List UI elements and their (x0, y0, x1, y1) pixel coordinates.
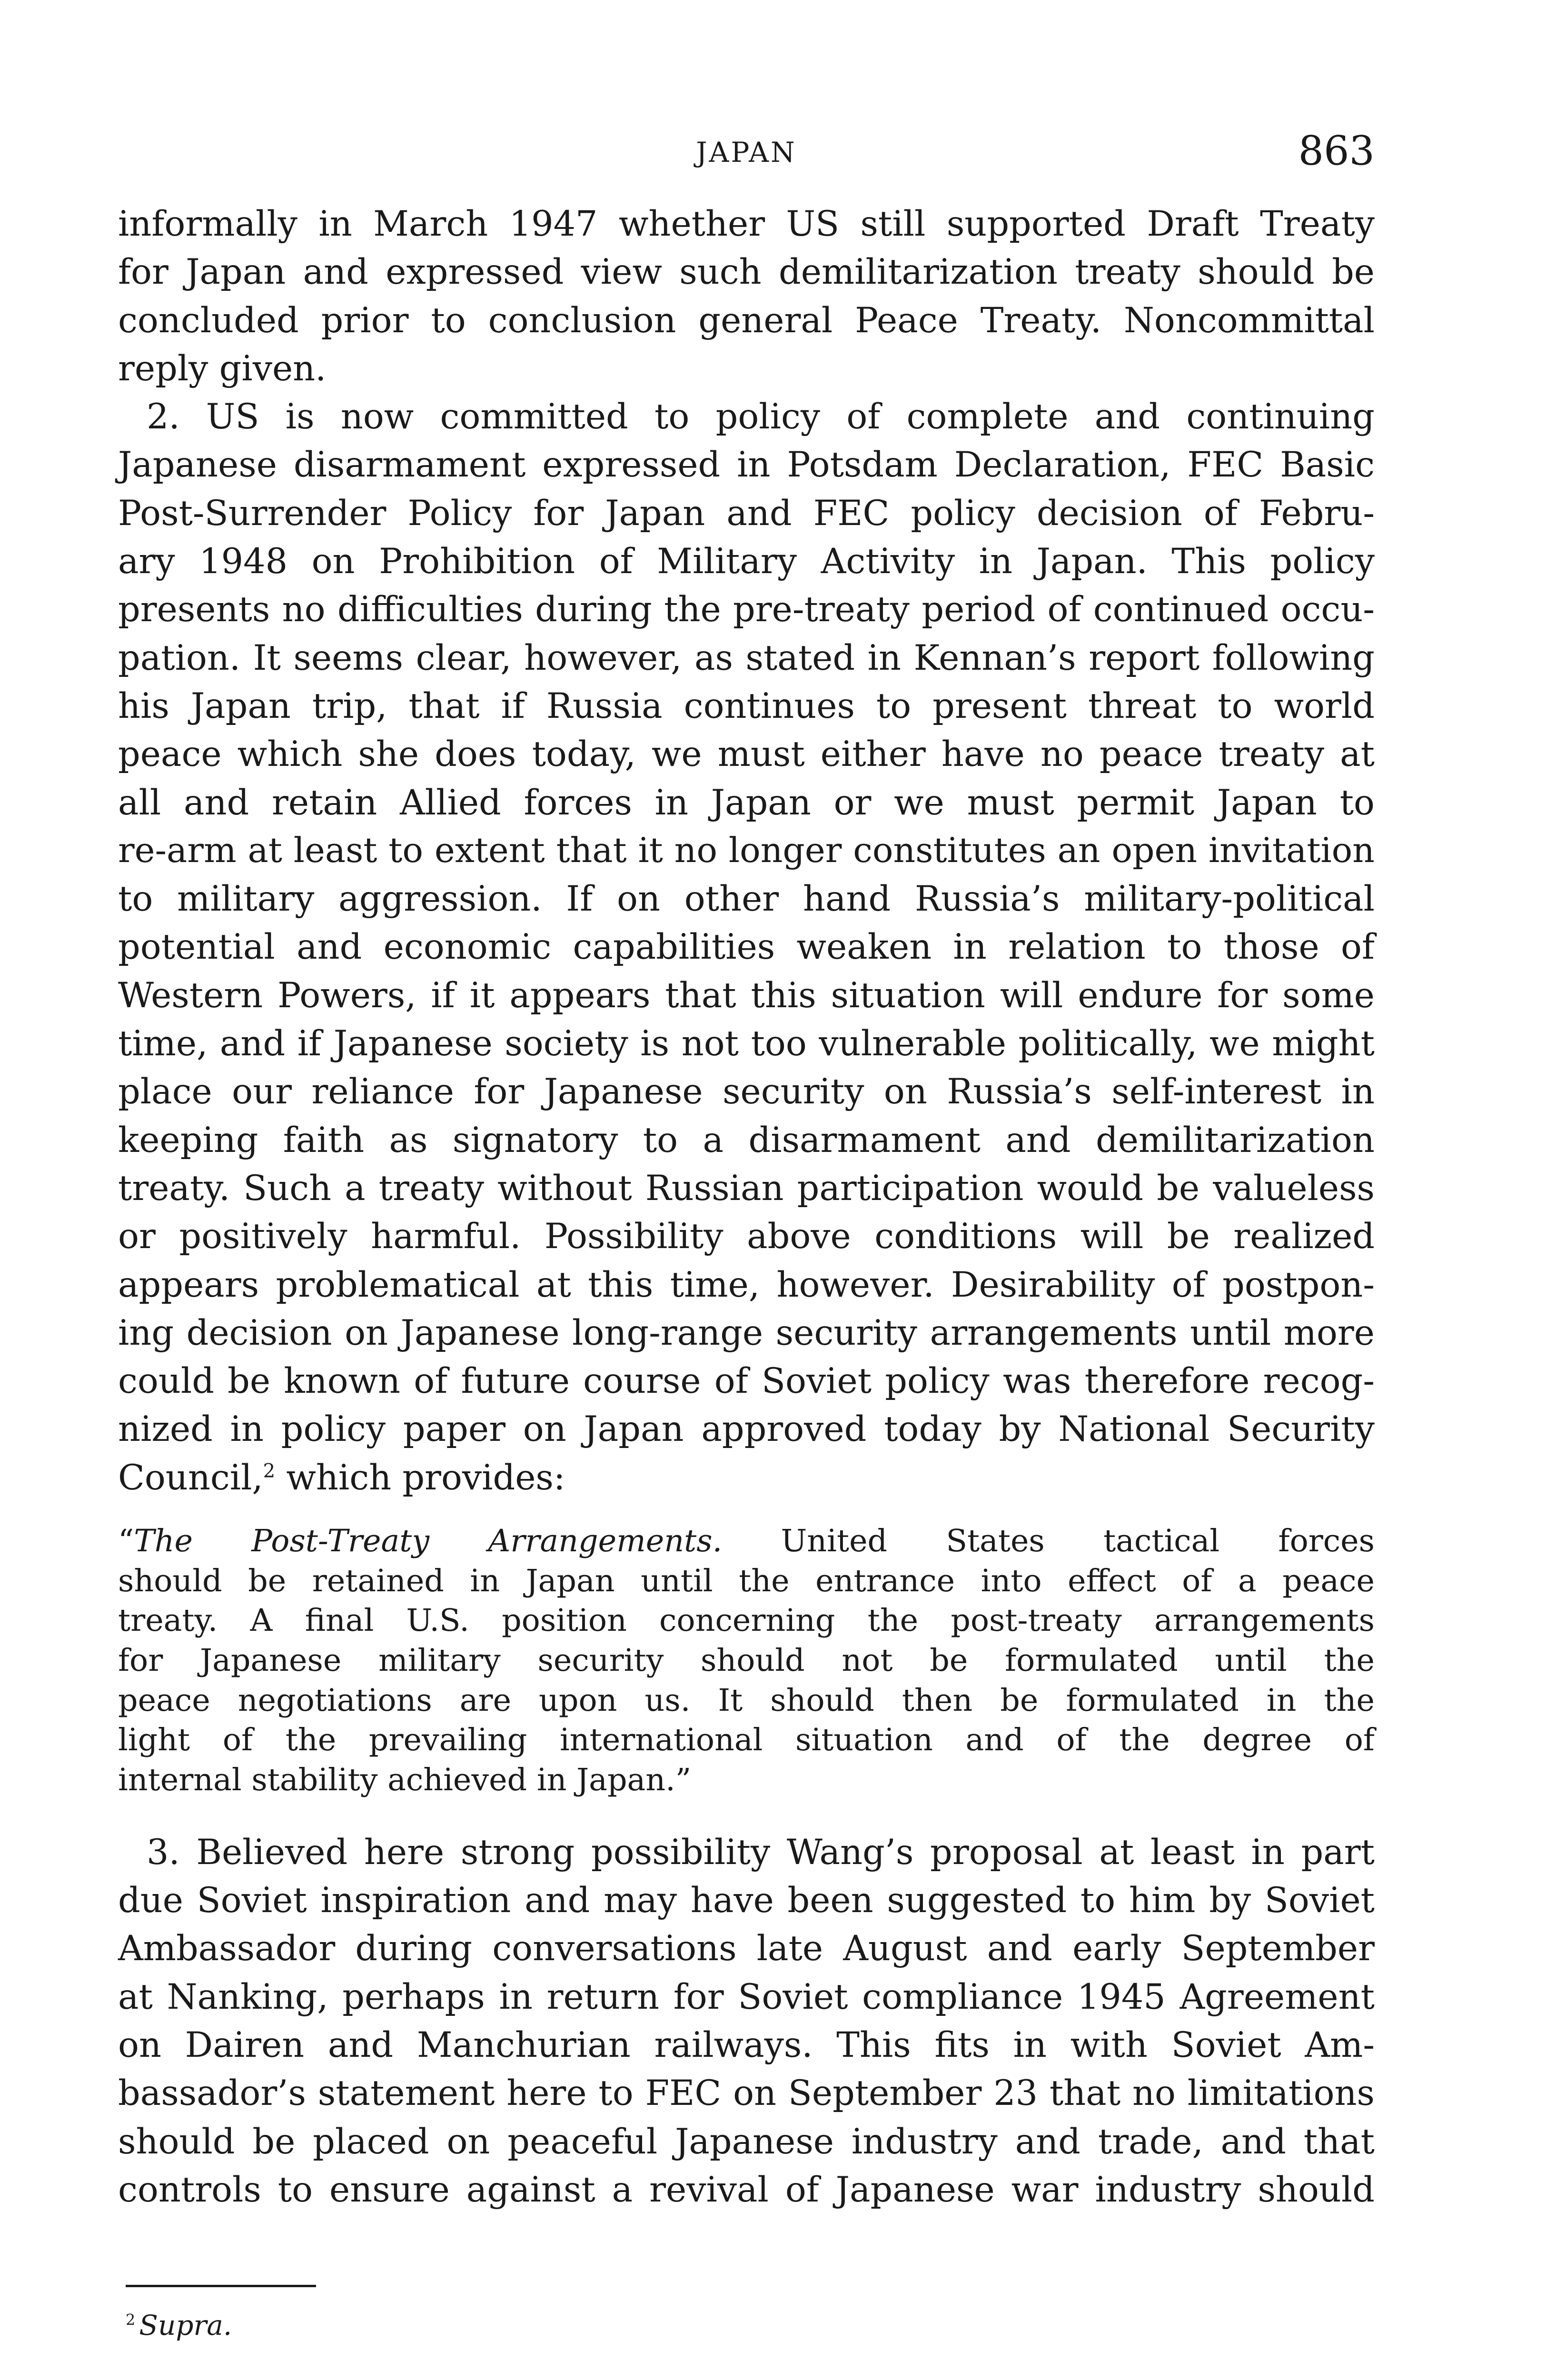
text-line: potential and economic capabilities weaken in relation to those of (118, 927, 1375, 968)
quote-line: should be retained in Japan until the entrance into effect of a peace (118, 1563, 1375, 1599)
footnote-divider (126, 2285, 316, 2287)
quote-line (118, 1521, 1375, 1561)
text-line: on Dairen and Manchurian railways. This fits in with Soviet Am- (118, 2025, 1375, 2066)
council-text: Council, (118, 1457, 263, 1498)
text-line: should be placed on peaceful Japanese industry and trade, and that (118, 2121, 1375, 2162)
text-line: appears problematical at this time, however. Desirability of postpon- (118, 1264, 1375, 1305)
quote-line: light of the prevailing international situation and of the degree of (118, 1722, 1375, 1758)
text-line: could be known of future course of Soviet policy was therefore recog- (118, 1361, 1375, 1402)
text-line: re-arm at least to extent that it no longer constitutes an open invitation (118, 830, 1375, 871)
block-quote (118, 1521, 1375, 1800)
text-line (118, 1454, 1375, 1502)
page-number: 863 (1298, 128, 1375, 174)
text-line: time, and if Japanese society is not too vulnerable politically, we might (118, 1023, 1375, 1064)
text-line: presents no difficulties during the pre-treaty period of continued occu- (118, 589, 1375, 630)
quote-first-line-rest: United States tactical forces (722, 1523, 1375, 1559)
text-line: keeping faith as signatory to a disarmament and demilitarization (118, 1120, 1375, 1160)
text-line: informally in March 1947 whether US still supported Draft Treaty (118, 204, 1375, 244)
running-head-title: JAPAN (696, 136, 797, 169)
text-line: bassador’s statement here to FEC on September 23 that no limitations (118, 2073, 1375, 2114)
footnote-text: Supra. (139, 2309, 232, 2341)
text-line: peace which she does today, we must either have no peace treaty at (118, 734, 1375, 775)
text-line: Japanese disarmament expressed in Potsdam Declaration, FEC Basic (118, 445, 1375, 486)
provides-text: which provides: (275, 1457, 565, 1498)
quote-line: for Japanese military security should not be formulated until the (118, 1643, 1375, 1679)
footnote-marker: 2 (126, 2311, 136, 2329)
text-line: all and retain Allied forces in Japan or we must permit Japan to (118, 782, 1375, 823)
running-header (118, 128, 1375, 180)
text-line: concluded prior to conclusion general Peace Treaty. Noncommittal (118, 300, 1375, 341)
text-line: place our reliance for Japanese security on Russia’s self-interest in (118, 1071, 1375, 1112)
text-line: Post-Surrender Policy for Japan and FEC policy decision of Febru- (118, 493, 1375, 534)
text-line: 2. US is now committed to policy of complete and continuing (147, 397, 1375, 437)
quote-line: treaty. A final U.S. position concerning the post-treaty arrangements (118, 1603, 1375, 1639)
text-line: Western Powers, if it appears that this situation will endure for some (118, 975, 1375, 1016)
text-line: controls to ensure against a revival of Japanese war industry should (118, 2169, 1375, 2210)
text-line: or positively harmful. Possibility above conditions will be realized (118, 1216, 1375, 1257)
footnote-reference: 2 (263, 1460, 276, 1482)
text-line: to military aggression. If on other hand Russia’s military-political (118, 879, 1375, 920)
text-line: nized in policy paper on Japan approved today by National Security (118, 1409, 1375, 1450)
text-line: Ambassador during conversations late August and early September (118, 1928, 1375, 1969)
quote-title: The Post-Treaty Arrangements. (134, 1523, 723, 1559)
text-line: ing decision on Japanese long-range security arrangements until more (118, 1312, 1375, 1353)
text-line: pation. It seems clear, however, as stated in Kennan’s report following (118, 637, 1375, 678)
quote-line: peace negotiations are upon us. It should then be formulated in the (118, 1682, 1375, 1718)
open-quote: “ (118, 1523, 134, 1559)
text-line: ary 1948 on Prohibition of Military Activity in Japan. This policy (118, 541, 1375, 582)
text-line: for Japan and expressed view such demilitarization treaty should be (118, 252, 1375, 293)
text-line: reply given. (118, 348, 327, 389)
footnote (126, 2306, 232, 2344)
text-line: 3. Believed here strong possibility Wang’s proposal at least in part (147, 1832, 1375, 1873)
text-line: his Japan trip, that if Russia continues to present threat to world (118, 685, 1375, 726)
text-line: due Soviet inspiration and may have been suggested to him by Soviet (118, 1880, 1375, 1921)
quote-line: internal stability achieved in Japan.” (118, 1762, 692, 1798)
body-text (118, 200, 1375, 2214)
text-line: at Nanking, perhaps in return for Soviet compliance 1945 Agreement (118, 1976, 1375, 2017)
text-line: treaty. Such a treaty without Russian participation would be valueless (118, 1168, 1375, 1209)
